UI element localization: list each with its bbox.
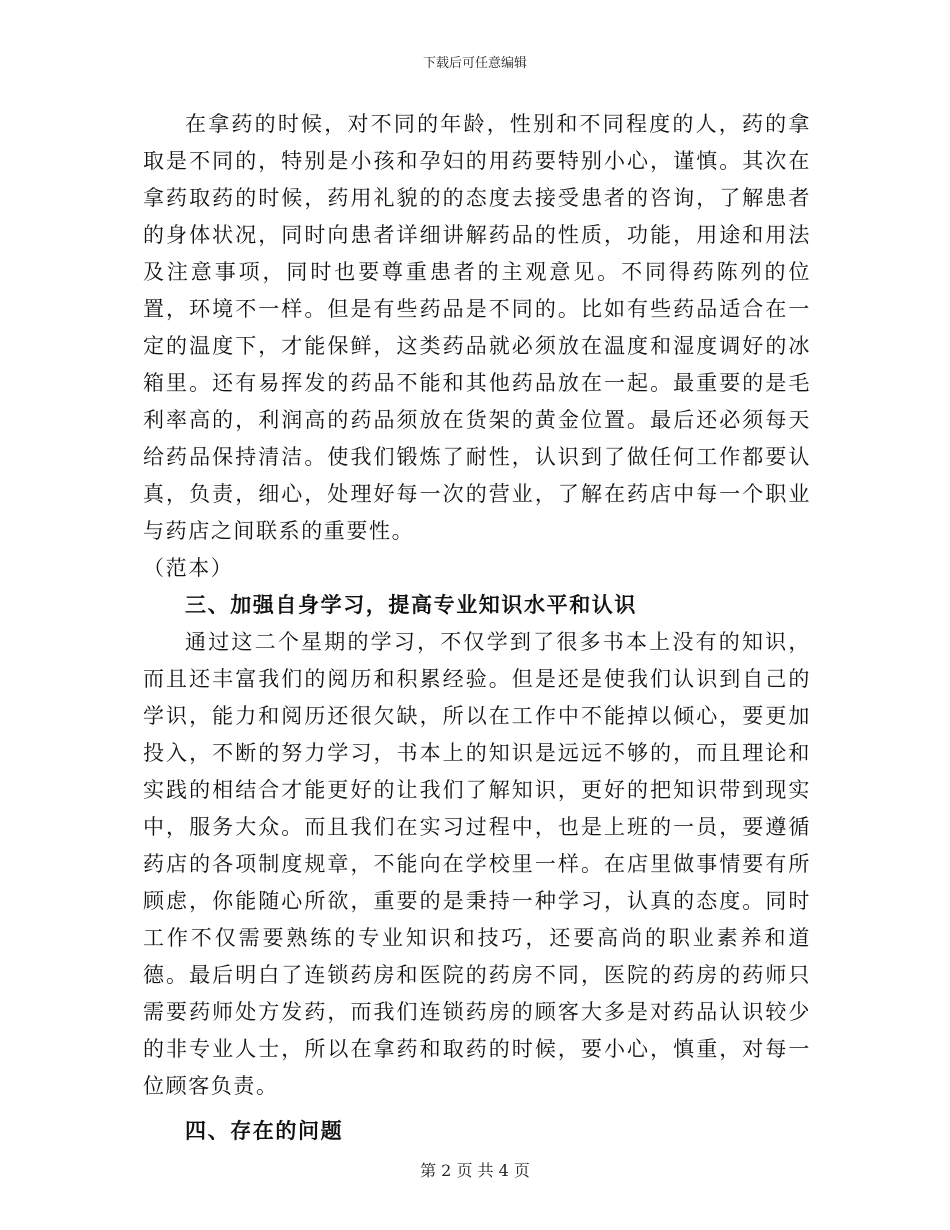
page-number: 第 2 页 共 4 页	[420, 1161, 530, 1180]
paragraph-self-study: 通过这二个星期的学习，不仅学到了很多书本上没有的知识，而且还丰富我们的阅历和积累经验。但是还是使我们认识到自己的学识，能力和阅历还很欠缺，所以在工作中不能掉以倾心，要更加投入，不断的努力学习，书本上的知识是远远不够的，而且理论和实践的相结合才能更好的让我们了解知识，更好的把知识带到现实中，服务大众。而且我们在实习过程中，也是上班的一员，要遵循药店的各项制度规章，不能向在学校里一样。在店里做事情要有所顾虑，你能随心所欲，重要的是秉持一种学习，认真的态度。同时工作不仅需要熟练的专业知识和技巧，还要高尚的职业素养和道德。最后明白了连锁药房和医院的药房不同，医院的药房的药师只需要药师处方发药，而我们连锁药房的顾客大多是对药品认识较少的非专业人士，所以在拿药和取药的时候，要小心，慎重，对每一位顾客负责。	[143, 630, 811, 1098]
page-header: 下载后可任意编辑	[422, 56, 527, 71]
paragraph-medicine-handling: 在拿药的时候，对不同的年龄，性别和不同程度的人，药的拿取是不同的，特别是小孩和孕妇的用药要特别小心，谨慎。其次在拿药取药的时候，药用礼貌的的态度去接受患者的咨询，了解患者的身体状况，同时向患者详细讲解药品的性质，功能，用途和用法及注意事项，同时也要尊重患者的主观意见。不同得药陈列的位置，环境不一样。但是有些药品是不同的。比如有些药品适合在一定的温度下，才能保鲜，这类药品就必须放在温度和湿度调好的冰箱里。还有易挥发的药品不能和其他药品放在一起。最重要的是毛利率高的，利润高的药品须放在货架的黄金位置。最后还必须每天给药品保持清洁。使我们锻炼了耐性，认识到了做任何工作都要认真，负责，细心，处理好每一次的营业，了解在药店中每一个职业与药店之间联系的重要性。	[143, 112, 811, 543]
document-body	[143, 106, 811, 1150]
section-heading-3: 三、加强自身学习，提高专业知识水平和认识	[185, 593, 637, 617]
section-heading-4: 四、存在的问题	[185, 1119, 344, 1143]
sample-note: （范本）	[143, 556, 234, 580]
